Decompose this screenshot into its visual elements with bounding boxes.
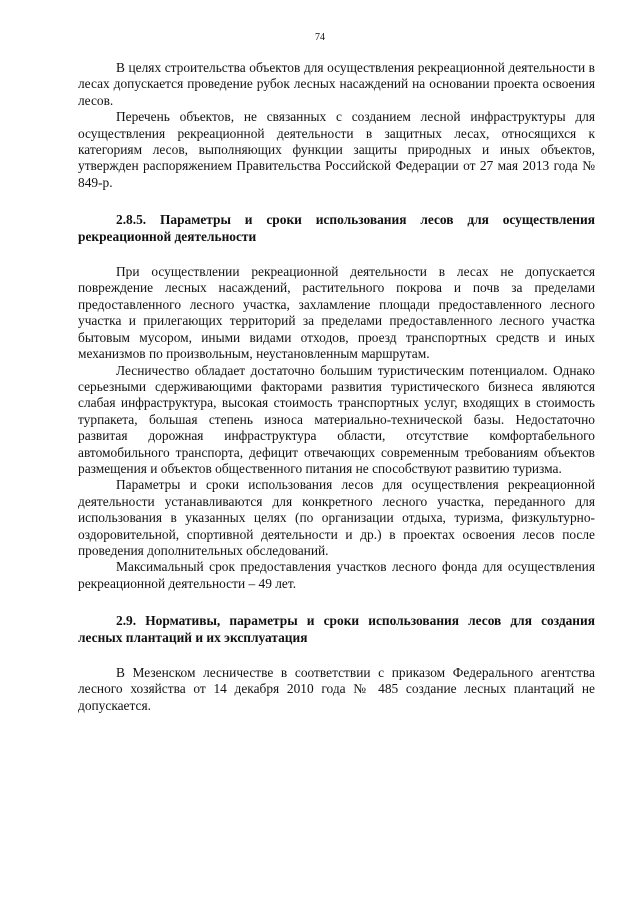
- section-heading-2-9: 2.9. Нормативы, параметры и сроки использования лесов для создания лесных плантаций и их эксплуатация: [78, 613, 595, 645]
- paragraph-tourism-potential: Лесничество обладает достаточно большим туристическим потенциалом. Однако серьезными сдерживающими факторами развития туристического бизнеса являются слабая инфраструктура, высокая стоимость транспортных услуг, входящих в стоимость турпакета, большая степень износа материально-технической базы. Недостаточно развитая дорожная инфраструктура области, отсутствие комфортабельного автомобильного транспорта, дефицит отвечающих современным требованиям объектов размещения и объектов общественного питания не способствуют развитию туризма.: [78, 362, 595, 476]
- section-heading-2-8-5: 2.8.5. Параметры и сроки использования лесов для осуществления рекреационной деятельности: [78, 212, 595, 244]
- paragraph-plantations: В Мезенском лесничестве в соответствии с приказом Федерального агентства лесного хозяйства от 14 декабря 2010 года № 485 создание лесных плантаций не допускается.: [78, 665, 595, 713]
- paragraph-rubki: В целях строительства объектов для осуществления рекреационной деятельности в лесах допускается проведение рубок лесных насаждений на основании проекта освоения лесов.: [78, 60, 595, 108]
- page-number: 74: [315, 32, 325, 43]
- document-body: [78, 60, 595, 714]
- paragraph-restrictions: При осуществлении рекреационной деятельности в лесах не допускается повреждение лесных насаждений, растительного покрова и почв за пределами предоставленного лесного участка, захламление площади предоставленного лесного участка и прилегающих территорий за пределами предоставленного лесного участка бытовым мусором, иными видами отходов, проезд транспортных средств и иных механизмов по произвольным, неустановленным маршрутам.: [78, 264, 595, 362]
- paragraph-parameters: Параметры и сроки использования лесов для осуществления рекреационной деятельности устанавливаются для конкретного лесного участка, переданного для использования в указанных целях (по организации отдыха, туризма, физкультурно-оздоровительной, спортивной деятельности и др.) в проектах освоения лесов после проведения дополнительных обследований.: [78, 477, 595, 558]
- paragraph-perechen: Перечень объектов, не связанных с созданием лесной инфраструктуры для осуществления рекреационной деятельности в защитных лесах, относящихся к категориям лесов, выполняющих функции защиты природных и иных объектов, утвержден распоряжением Правительства Российской Федерации от 27 мая 2013 года № 849-р.: [78, 109, 595, 190]
- paragraph-max-term: Максимальный срок предоставления участков лесного фонда для осуществления рекреационной деятельности – 49 лет.: [78, 559, 595, 591]
